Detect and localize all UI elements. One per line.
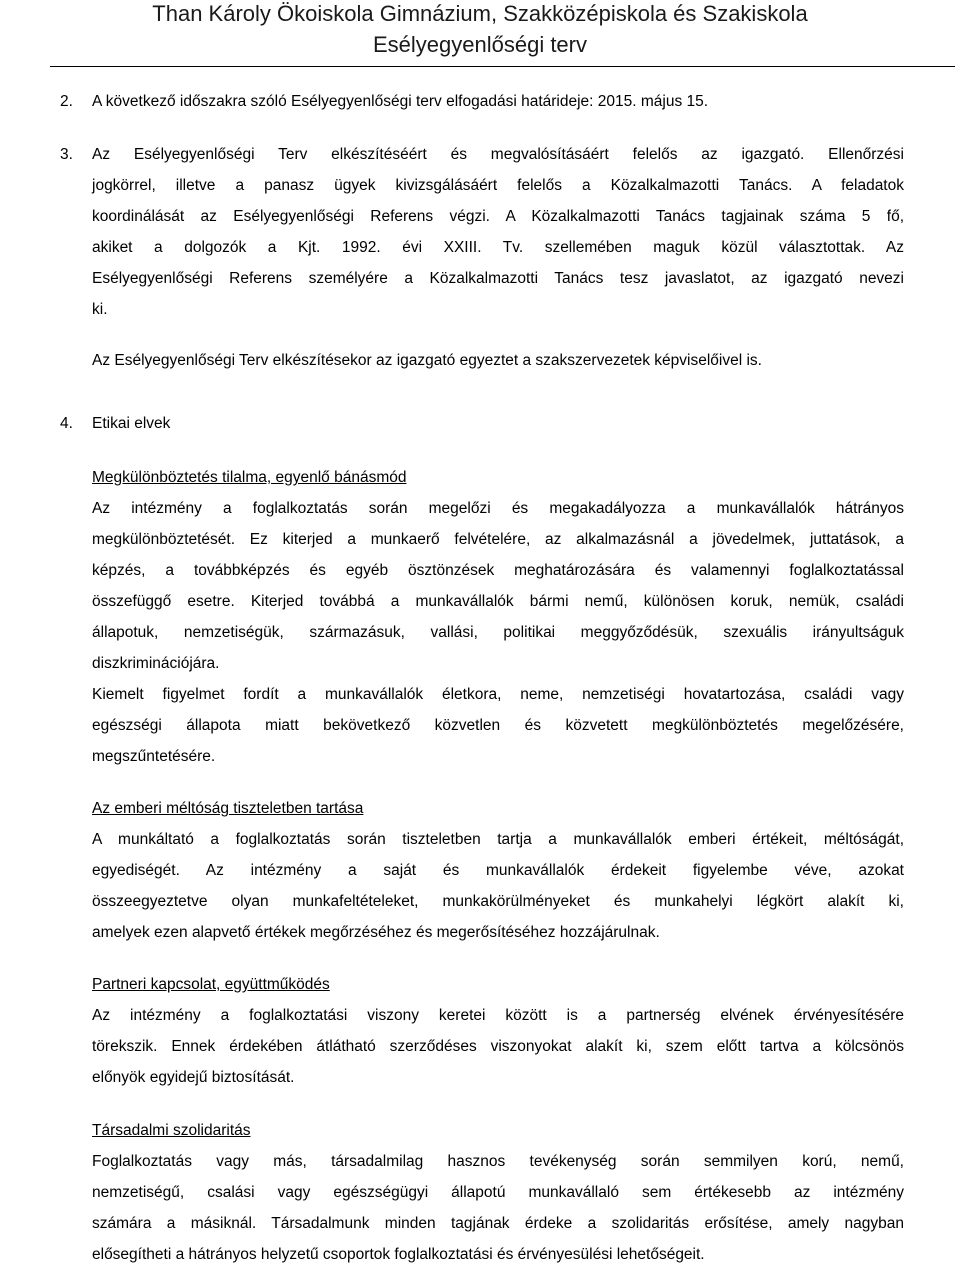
paragraph-line: összefüggő esetre. Kiterjed továbbá a munkavállalók bármi nemű, különösen koruk, nemük, családi [92,593,904,610]
paragraph-line: megszűntetésére. [92,748,216,765]
item-number: 2. [60,93,73,110]
page-header [0,0,960,70]
paragraph-line: Kiemelt figyelmet fordít a munkavállalók életkora, neme, nemzetiségi hovatartozása, családi vagy [92,686,904,703]
subsection-body [92,824,904,948]
paragraph-line: nemzetiségű, csalási vagy egészségügyi állapotú munkavállaló sem értékesebb az intézmény [92,1184,904,1201]
paragraph-line: Az intézmény a foglalkoztatási viszony keretei között is a partnerség elvének érvényesítésére [92,1007,904,1024]
subsection-body [92,1000,904,1093]
paragraph-line: összeegyeztetve olyan munkafeltételeket, munkakörülményeket és munkahelyi légkört alakít ki, [92,893,904,910]
paragraph-line: Az intézmény a foglalkoztatás során megelőzi és megakadályozza a munkavállalók hátrányos [92,500,904,517]
item-3-extra [92,345,904,376]
paragraph-line: előnyök egyidejű biztosítását. [92,1069,295,1086]
paragraph-line: Esélyegyenlőségi Referens személyére a Közalkalmazotti Tanács tesz javaslatot, az igazgató nevezi [92,270,904,287]
paragraph-line: egészségi állapota miatt bekövetkező közvetlen és közvetett megkülönböztetés megelőzésére, [92,717,904,734]
document-title: Esélyegyenlőségi terv [372,32,587,57]
paragraph-line: ki. [92,301,108,318]
paragraph-line: állapotuk, nemzetiségük, származásuk, vallási, politikai meggyőződésük, szexuális irányultságuk [92,624,904,641]
paragraph-line: törekszik. Ennek érdekében átlátható szerződéses viszonyokat alakít ki, szem előtt tartva a kölcsönös [92,1038,904,1055]
item-number: 3. [60,146,73,163]
paragraph-line: diszkriminációjára. [92,655,220,672]
paragraph-line: számára a másiknál. Társadalmunk minden tagjának érdeke a szolidaritás erősítése, amely nagyban [92,1215,904,1232]
item-number: 4. [60,415,73,432]
section-title: Etikai elvek [92,415,171,432]
paragraph-line: koordinálását az Esélyegyenlőségi Referens végzi. A Közalkalmazotti Tanács tagjainak száma 5 fő, [92,208,904,225]
subsection-heading: Partneri kapcsolat, együttműködés [92,976,330,993]
paragraph-line: A következő időszakra szóló Esélyegyenlőségi terv elfogadási határideje: 2015. május 15. [92,93,709,110]
paragraph-line: amelyek ezen alapvető értékek megőrzéséhez és megerősítéséhez hozzájárulnak. [92,924,660,941]
paragraph-line: elősegítheti a hátrányos helyzetű csoportok foglalkoztatási és érvényesülési lehetőségeit. [92,1246,705,1263]
item-3-text [92,139,904,325]
paragraph-line: Foglalkoztatás vagy más, társadalmilag hasznos tevékenység során semmilyen korú, nemű, [92,1153,904,1170]
item-2-text [92,86,904,117]
paragraph-line: Az Esélyegyenlőségi Terv elkészítésekor az igazgató egyeztet a szakszervezetek képviselőivel is. [92,352,762,369]
subsection-heading: Megkülönböztetés tilalma, egyenlő bánásmód [92,469,407,486]
paragraph-line: akiket a dolgozók a Kjt. 1992. évi XXIII. Tv. szellemében maguk közül választottak. Az [92,239,904,256]
paragraph-line: megkülönböztetését. Ez kiterjed a munkaerő felvételére, az alkalmazásnál a jövedelmek, juttatások, a [92,531,904,548]
paragraph-line: A munkáltató a foglalkoztatás során tiszteletben tartja a munkavállalók emberi értékeit, méltóságát, [92,831,904,848]
subsection-body [92,493,904,772]
subsection-body [92,1146,904,1270]
header-divider [50,66,955,67]
paragraph-line: egyediségét. Az intézmény a saját és munkavállalók érdekeit figyelembe véve, azokat [92,862,904,879]
paragraph-line: Az Esélyegyenlőségi Terv elkészítéséért és megvalósításáért felelős az igazgató. Ellenőrzési [92,146,904,163]
school-name: Than Károly Ökoiskola Gimnázium, Szakközépiskola és Szakiskola [152,1,808,26]
subsection-heading: Az emberi méltóság tiszteletben tartása [92,800,364,817]
paragraph-line: képzés, a továbbképzés és egyéb ösztönzések meghatározására és valamennyi foglalkoztatással [92,562,904,579]
paragraph-line: jogkörrel, illetve a panasz ügyek kivizsgálásáért felelős a Közalkalmazotti Tanács. A feladatok [92,177,904,194]
subsection-heading: Társadalmi szolidaritás [92,1122,251,1139]
